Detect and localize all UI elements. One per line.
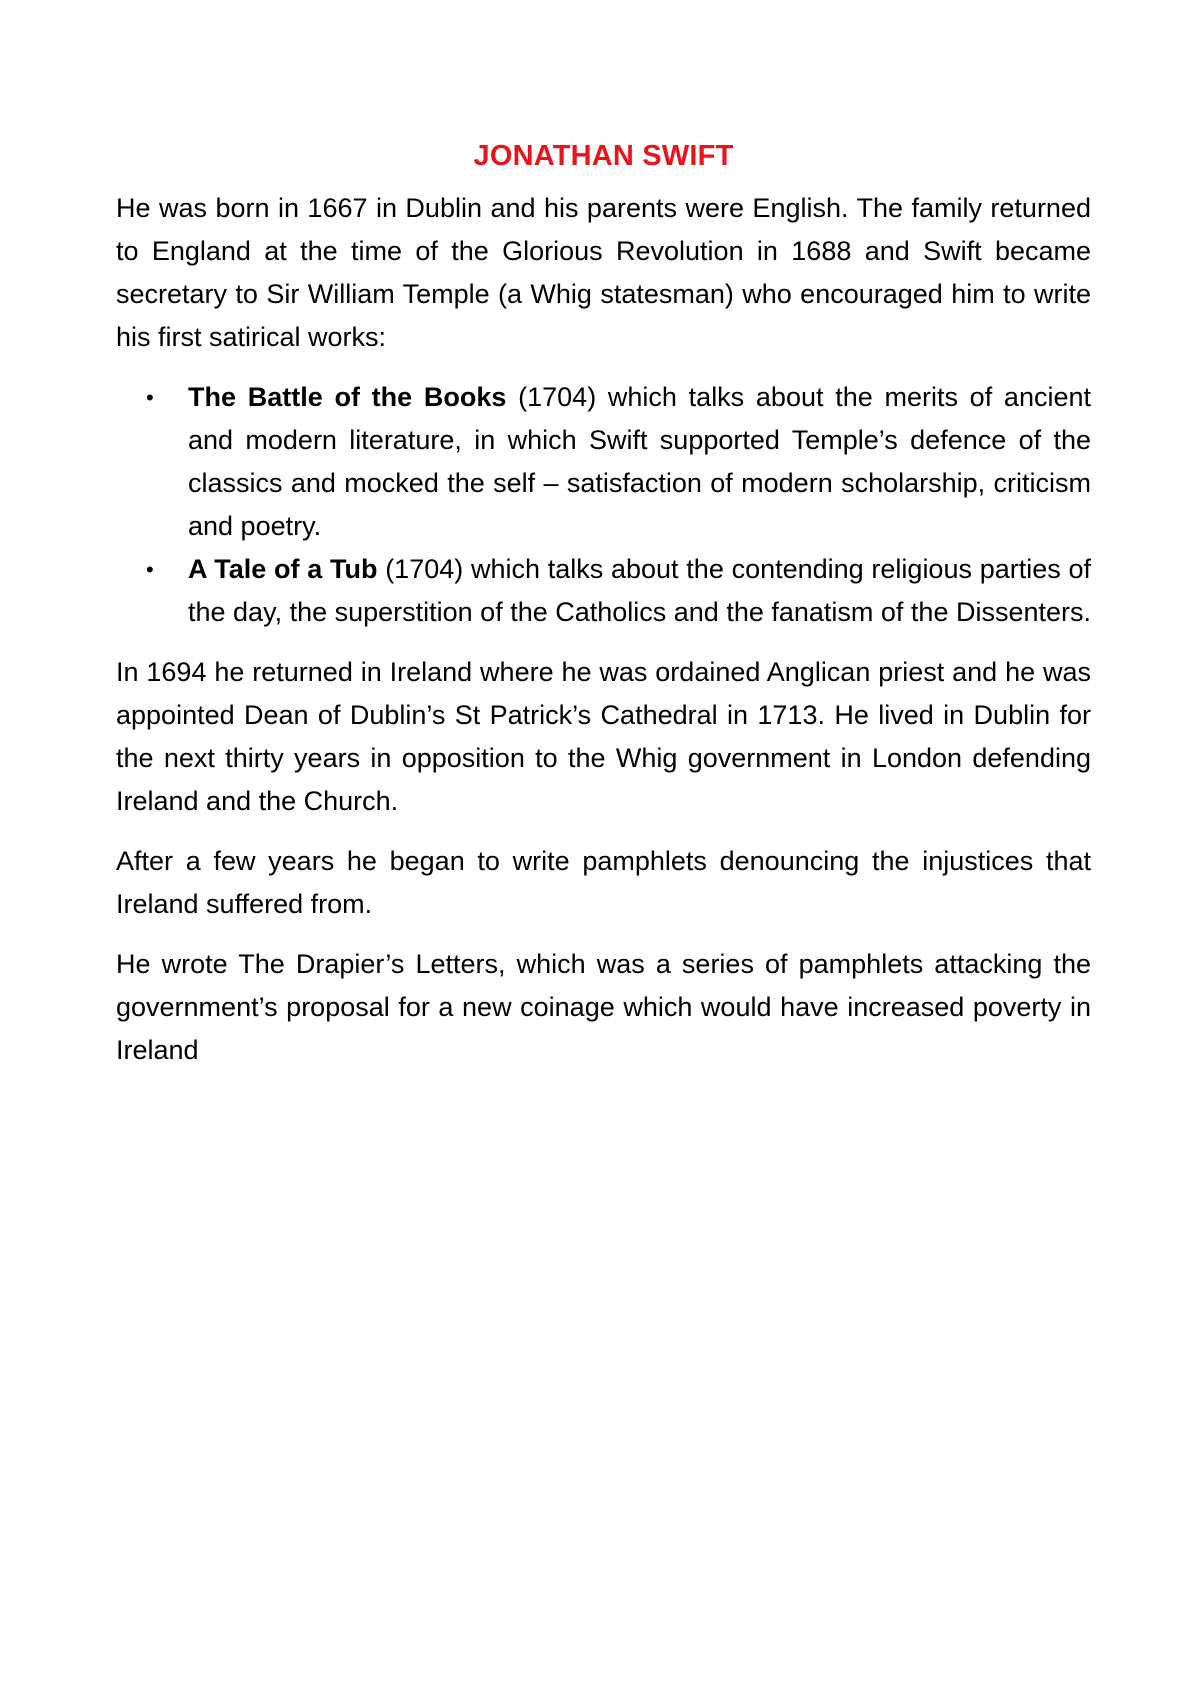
intro-paragraph: He was born in 1667 in Dublin and his parents were English. The family returned to England at the time of the Glorious Revolution in 1688 and Swift became secretary to Sir William Temple (a Whig statesman) who encouraged him to write his first satirical works: <box>116 193 1091 352</box>
body-paragraph: In 1694 he returned in Ireland where he was ordained Anglican priest and he was appointed Dean of Dublin’s St Patrick’s Cathedral in 1713. He lived in Dublin for the next thirty years in opposition to the Whig government in London defending Ireland and the Church. <box>116 657 1091 816</box>
document-title: JONATHAN SWIFT <box>473 140 734 172</box>
list-item <box>146 376 1091 548</box>
body-paragraph: After a few years he began to write pamphlets denouncing the injustices that Ireland suffered from. <box>116 846 1091 919</box>
bullet-icon: • <box>146 557 154 582</box>
work-description: (1704) which talks about the contending religious parties of the day, the superstition of the Catholics and the fanatism of the Dissenters. <box>188 554 1091 627</box>
body-paragraph: He wrote The Drapier’s Letters, which was a series of pamphlets attacking the government’s proposal for a new coinage which would have increased poverty in Ireland <box>116 949 1091 1065</box>
bullet-icon: • <box>146 385 154 410</box>
list-item <box>146 548 1091 634</box>
work-title: The Battle of the Books <box>188 382 507 412</box>
work-description: (1704) which talks about the merits of ancient and modern literature, in which Swift supported Temple’s defence of the classics and mocked the self – satisfaction of modern scholarship, criticism and poetry. <box>188 382 1091 541</box>
works-list <box>116 376 1091 634</box>
document-page <box>116 140 1091 1089</box>
work-title: A Tale of a Tub <box>188 554 378 584</box>
